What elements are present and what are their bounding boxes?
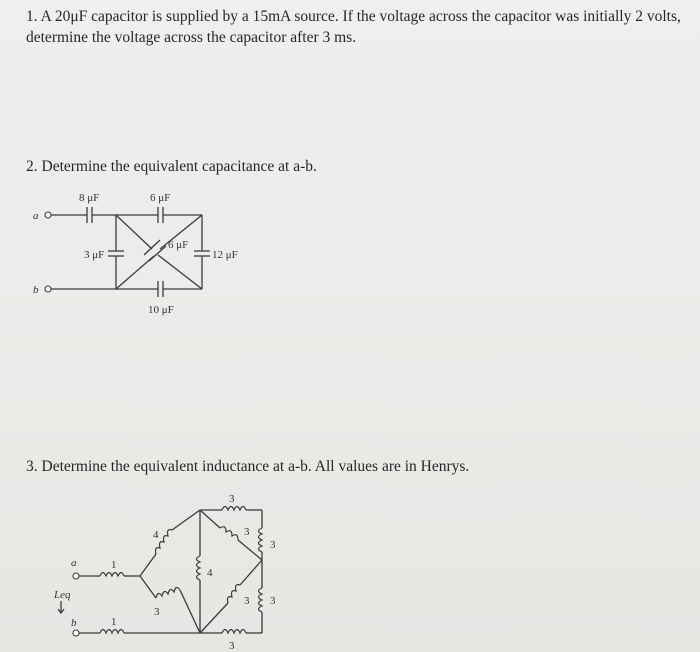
inductor-3-inner-lower (228, 585, 241, 603)
inductor-3-lower-left (156, 587, 180, 598)
terminal-a-label: a (71, 557, 77, 569)
leq-label: Leq (54, 589, 71, 601)
question-1-text: 1. A 20μF capacitor is supplied by a 15mA source. If the voltage across the capacitor was initially 2 volts, determine the voltage across the capacitor after 3 ms. (26, 8, 681, 46)
inductor-3-top-label: 3 (229, 493, 235, 505)
question-2-text: 2. Determine the equivalent capacitance at a-b. (26, 158, 317, 175)
capacitor-6uf-diag-label: 6 μF (168, 239, 189, 251)
inductor-3-top (222, 507, 246, 511)
inductor-3-lower-left-label: 3 (154, 606, 160, 618)
capacitor-3uf-label: 3 μF (84, 249, 105, 261)
inductor-3-right-lower-label: 3 (270, 595, 276, 607)
inductor-1-a-label: 1 (111, 559, 117, 571)
inductor-4-center-label: 4 (207, 567, 213, 579)
inductor-1-b (100, 630, 124, 634)
terminal-a (73, 573, 79, 579)
terminal-a-label: a (33, 210, 39, 222)
capacitor-10uf-label: 10 μF (148, 304, 174, 316)
inductor-3-inner-upper-label: 3 (244, 526, 250, 538)
capacitor-8uf-label: 8 μF (79, 192, 100, 204)
inductor-4-upper-left-label: 4 (153, 529, 159, 541)
capacitor-12uf-label: 12 μF (212, 249, 238, 261)
inductor-3-inner-lower-label: 3 (244, 595, 250, 607)
capacitor-6uf-top-label: 6 μF (150, 192, 171, 204)
terminal-b-label: b (33, 284, 39, 296)
inductor-3-bottom-label: 3 (229, 640, 235, 652)
inductor-3-right-upper (259, 528, 263, 552)
question-3-text: 3. Determine the equivalent inductance at a-b. All values are in Henrys. (26, 458, 470, 475)
inductor-3-bottom (222, 630, 246, 634)
terminal-b (73, 630, 79, 636)
inductor-1-a (100, 573, 124, 577)
inductor-4-center (197, 556, 201, 580)
inductor-3-right-upper-label: 3 (270, 539, 276, 551)
inductor-3-inner-upper (220, 527, 238, 540)
terminal-b-label: b (71, 617, 77, 629)
inductor-3-right-lower (259, 588, 263, 612)
inductor-1-b-label: 1 (111, 616, 117, 628)
